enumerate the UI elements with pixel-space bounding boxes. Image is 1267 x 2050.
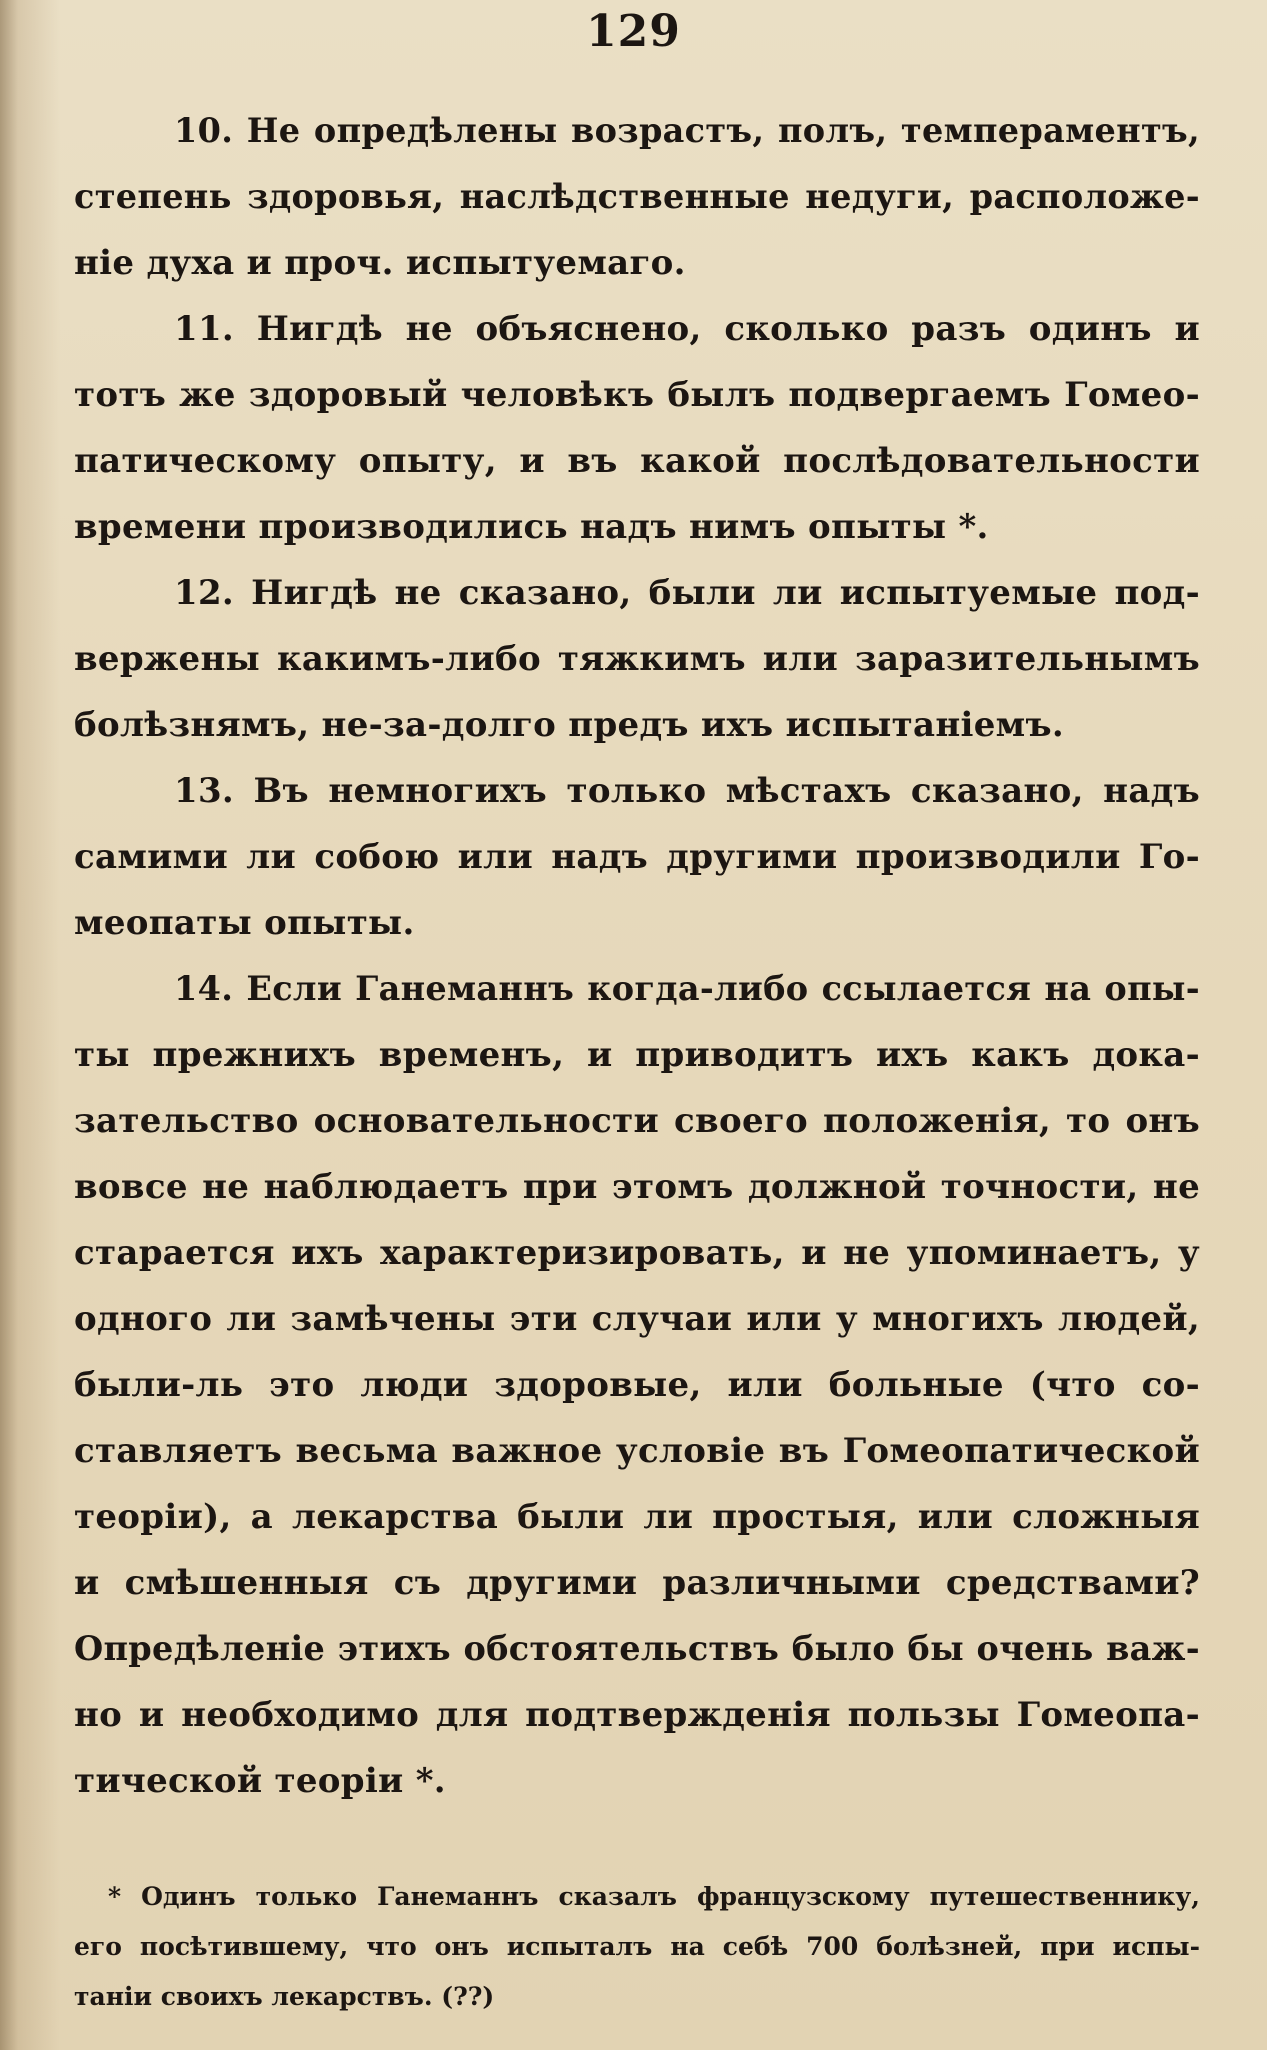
text-line: тической теоріи *. — [74, 1761, 446, 1801]
text-line: патическому опыту, и въ какой послѣдовательности — [74, 441, 1200, 481]
footnote-line: * Одинъ только Ганеманнъ сказалъ французскому путешественнику, — [108, 1882, 1200, 1911]
footnote-line: его посѣтившему, что онъ испыталъ на себѣ 700 болѣзней, при испы- — [74, 1932, 1200, 1961]
text-line: болѣзнямъ, не-за-долго предъ ихъ испытаніемъ. — [74, 705, 1065, 745]
text-line: ніе духа и проч. испытуемаго. — [74, 243, 686, 283]
text-line: степень здоровья, наслѣдственные недуги, расположе- — [74, 177, 1200, 216]
text-line: 12. Нигдѣ не сказано, были ли испытуемые под- — [174, 573, 1200, 613]
text-line: зательство основательности своего положенія, то онъ — [74, 1101, 1200, 1141]
text-line: одного ли замѣчены эти случаи или у многихъ людей, — [74, 1299, 1200, 1339]
text-line: вержены какимъ-либо тяжкимъ или заразительнымъ — [74, 639, 1200, 679]
text-line: теоріи), а лекарства были ли простыя, или сложныя — [74, 1497, 1200, 1537]
text-line: времени производились надъ нимъ опыты *. — [74, 507, 989, 547]
text-line: Опредѣленіе этихъ обстоятельствъ было бы очень важ- — [74, 1629, 1200, 1668]
text-line: 13. Въ немногихъ только мѣстахъ сказано, надъ — [174, 771, 1200, 811]
text-line: самими ли собою или надъ другими производили Го- — [74, 837, 1200, 877]
text-line: 14. Если Ганеманнъ когда-либо ссылается на опы- — [174, 969, 1200, 1008]
text-line: вовсе не наблюдаетъ при этомъ должной точности, не — [74, 1167, 1200, 1207]
text-line: старается ихъ характеризировать, и не упоминаетъ, у — [74, 1233, 1200, 1273]
footnote-line: таніи своихъ лекарствъ. (??) — [74, 1982, 495, 2011]
text-line: ты прежнихъ временъ, и приводитъ ихъ какъ дока- — [74, 1035, 1200, 1075]
main-text — [74, 98, 1200, 1814]
text-line: тотъ же здоровый человѣкъ былъ подвергаемъ Гомео- — [74, 375, 1200, 415]
text-line: но и необходимо для подтвержденія пользы Гомеопа- — [74, 1695, 1200, 1735]
page-number: 129 — [586, 6, 681, 57]
text-line: и смѣшенныя съ другими различными средствами? — [74, 1563, 1200, 1603]
footnote — [74, 1872, 1200, 2022]
text-line: 11. Нигдѣ не объяснено, сколько разъ одинъ и — [174, 309, 1200, 349]
text-line: были-ль это люди здоровые, или больные (что со- — [74, 1365, 1200, 1405]
text-line: ставляетъ весьма важное условіе въ Гомеопатической — [74, 1431, 1200, 1471]
text-line: 10. Не опредѣлены возрастъ, полъ, темпераментъ, — [174, 111, 1200, 150]
text-line: меопаты опыты. — [74, 903, 415, 943]
